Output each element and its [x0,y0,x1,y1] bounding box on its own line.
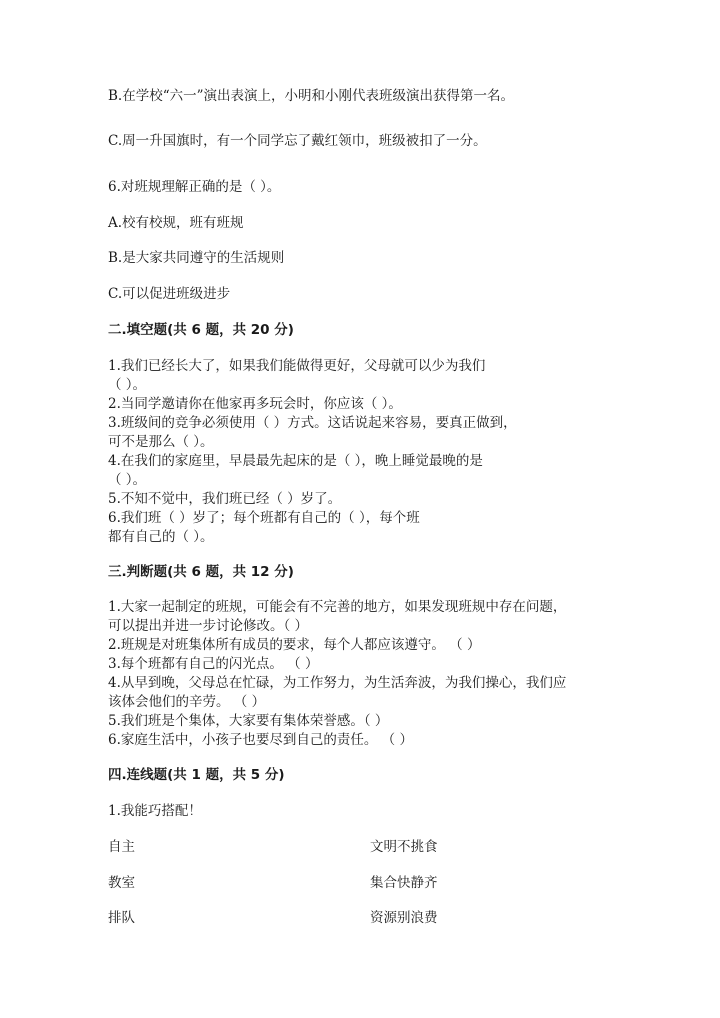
fill-line: 5.不知不觉中，我们班已经（ ）岁了。 [108,491,342,507]
section-2-title: 二.填空题(共 6 题，共 20 分) [108,322,294,338]
judge-line: 1.大家一起制定的班规，可能会有不完善的地方，如果发现班规中存在问题， [108,599,567,615]
match-left-item: 教室 [108,875,135,891]
q5-option-c: C.周一升国旗时，有一个同学忘了戴红领巾，班级被扣了一分。 [108,133,487,149]
q6-option-c: C.可以促进班级进步 [108,286,231,302]
match-right-item: 文明不挑食 [370,839,438,855]
judge-line: 5.我们班是个集体，大家要有集体荣誉感。（ ） [108,713,389,729]
q6-option-b: B.是大家共同遵守的生活规则 [108,250,285,266]
fill-line: 都有自己的（ ）。 [108,529,214,545]
fill-line: （ ）。 [108,472,147,488]
fill-line: 6.我们班（ ）岁了；每个班都有自己的（ ），每个班 [108,510,420,526]
match-left-item: 自主 [108,839,135,855]
judge-line: 3.每个班都有自己的闪光点。 （ ） [108,656,319,672]
fill-line: 4.在我们的家庭里，早晨最先起床的是（ ），晚上睡觉最晚的是 [108,453,483,469]
fill-line: 2.当同学邀请你在他家再多玩会时，你应该（ ）。 [108,396,402,412]
section-4-title: 四.连线题(共 1 题，共 5 分) [108,767,285,783]
judge-line: 2.班规是对班集体所有成员的要求，每个人都应该遵守。 （ ） [108,637,481,653]
fill-line: 3.班级间的竞争必须使用（ ）方式。这话说起来容易，要真正做到， [108,415,517,431]
q5-option-b: B.在学校“六一”演出表演上，小明和小刚代表班级演出获得第一名。 [108,88,515,104]
judge-line: 6.家庭生活中，小孩子也要尽到自己的责任。 （ ） [108,732,413,748]
fill-line: 可不是那么（ ）。 [108,434,214,450]
section-3-title: 三.判断题(共 6 题，共 12 分) [108,564,294,580]
q6-stem: 6.对班规理解正确的是（ ）。 [108,179,281,195]
match-right-item: 资源别浪费 [370,910,438,926]
fill-line: 1.我们已经长大了，如果我们能做得更好，父母就可以少为我们 [108,358,486,374]
judge-line: 可以提出并进一步讨论修改。（ ） [108,618,309,634]
match-left-item: 排队 [108,910,135,926]
matching-question: 1.我能巧搭配！ [108,803,202,819]
fill-line: （ ）。 [108,377,147,393]
q6-option-a: A.校有校规，班有班规 [108,215,244,231]
judge-line: 4.从早到晚，父母总在忙碌，为工作努力，为生活奔波，为我们操心，我们应 [108,675,567,691]
judge-line: 该体会他们的辛劳。 （ ） [108,694,266,710]
match-right-item: 集合快静齐 [370,875,438,891]
